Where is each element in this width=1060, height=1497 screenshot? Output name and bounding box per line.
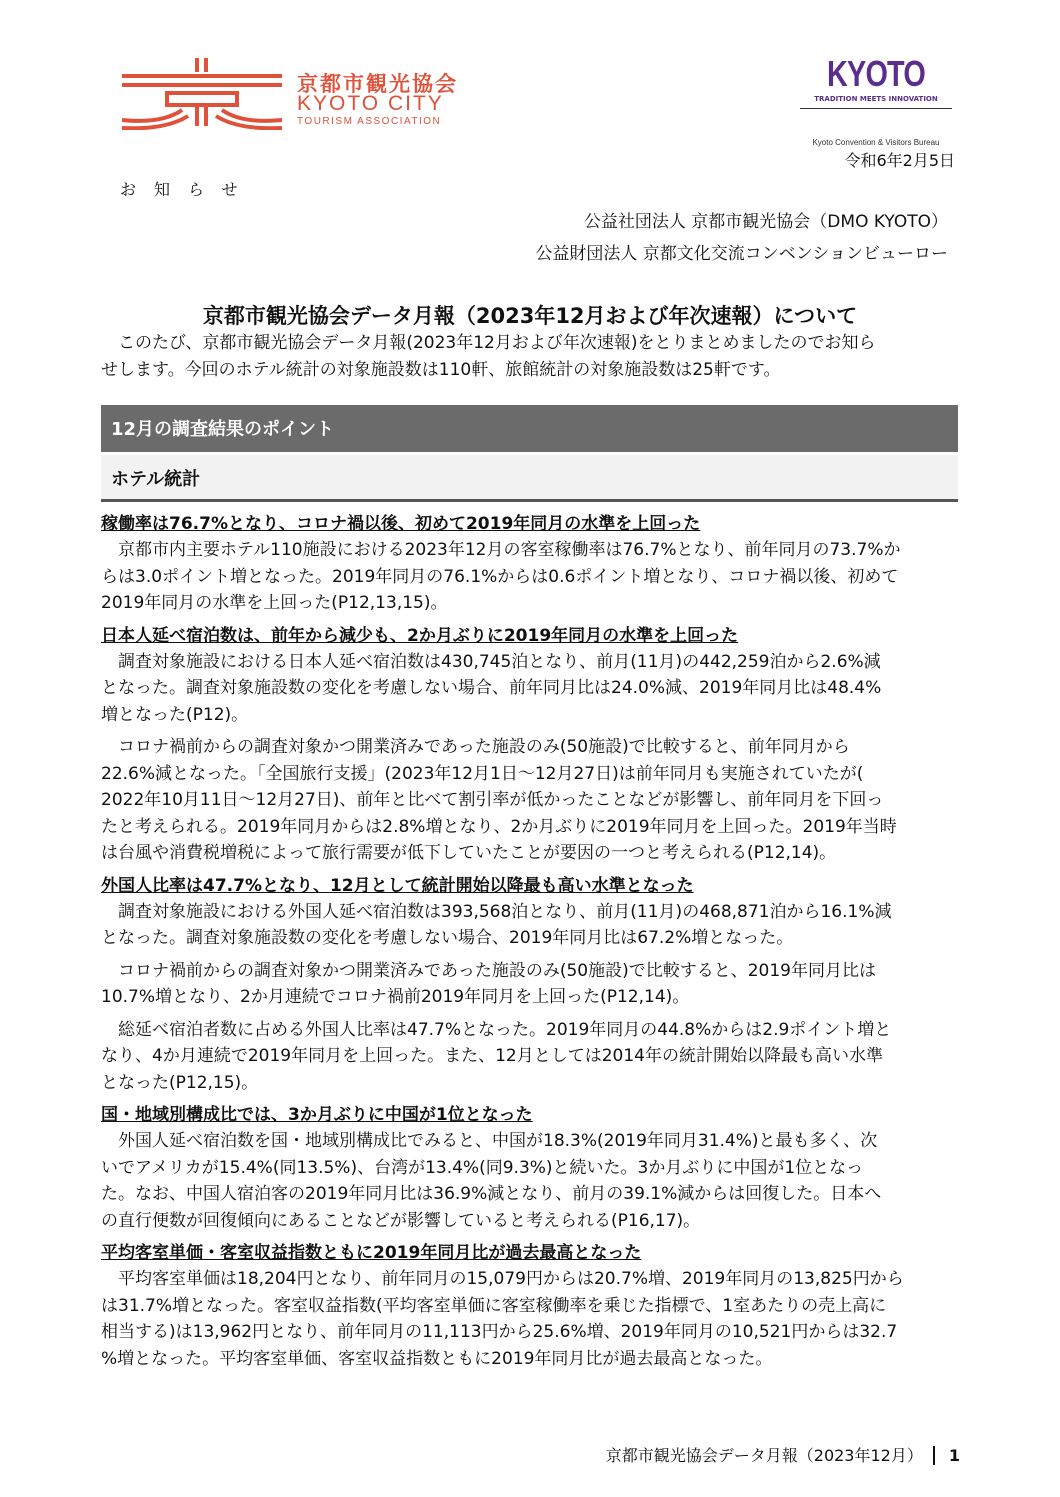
paragraph-line: 22.6%減となった。「全国旅行支援」(2023年12月1日～12月27日)は前年同月も実施されていたが( [101,763,864,784]
paragraph-line: た。なお、中国人宿泊客の2019年同月比は36.9%減となり、前月の39.1%減からは回復した。日本へ [101,1184,882,1204]
footer [606,1443,960,1466]
logo-en-text: KYOTO CITY [297,92,444,115]
paragraph [101,958,961,1011]
paragraph-line: たと考えられる。2019年同月からは2.8%増となり、2か月ぶりに2019年同月を上回った。2019年当時 [101,816,897,837]
divider [800,108,952,136]
document-title: 京都市観光協会データ月報（2023年12月および年次速報）について [202,304,858,328]
paragraph-line: は31.7%増となった。客室収益指数(平均客室単価に客室稼働率を乗じた指標で、1室あたりの売上高に [101,1295,887,1316]
section-heading: 平均客室単価・客室収益指数ともに2019年同月比が過去最高となった [101,1243,642,1263]
issuer-1: 公益社団法人 京都市観光協会（DMO KYOTO） [583,212,948,232]
section [101,1240,961,1372]
paragraph-line: 増となった(P12)。 [101,704,249,725]
paragraph [101,1017,961,1097]
section [101,1102,961,1234]
kyo-mark-icon [122,58,282,130]
kyoto-mark: KYOTO [827,53,925,94]
page-number: 1 [933,1446,960,1465]
paragraph [101,1128,961,1234]
section [101,873,961,1097]
paragraph-line: 京都市内主要ホテル110施設における2023年12月の客室稼働率は76.7%となり、前年同月の73.7%か [101,540,901,560]
section [101,511,961,617]
subsection-bar: ホテル統計 [101,455,958,502]
paragraph-line: 相当する)は13,962円となり、前年同月の11,113円から25.6%増、2019年同月の10,521円からは32.7 [101,1322,898,1342]
kyoto-city-tourism-association-logo [122,58,472,130]
paragraph-line: の直行便数が回復傾向にあることなどが影響していると考えられる(P16,17)。 [101,1210,701,1231]
section-heading: 外国人比率は47.7%となり、12月として統計開始以降最も高い水準となった [101,875,694,896]
section-heading: 日本人延べ宿泊数は、前年から減少も、2か月ぶりに2019年同月の水準を上回った [101,625,739,646]
paragraph-line: 2022年10月11日～12月27日)、前年と比べて割引率が低かったことなどが影響し、前年同月を下回っ [101,790,884,810]
section [101,623,961,867]
intro-paragraph [101,330,875,383]
section-bar: 12月の調査結果のポイント [101,405,958,452]
paragraph-line: 10.7%増となり、2か月連続でコロナ禍前2019年同月を上回った(P12,14)。 [101,987,690,1007]
logo-jp-text: 京都市観光協会 [297,72,458,96]
section-heading: 国・地域別構成比では、3か月ぶりに中国が1位となった [101,1105,533,1125]
paragraph-line: 総延べ宿泊者数に占める外国人比率は47.7%となった。2019年同月の44.8%からは2.9ポイント増と [101,1019,892,1040]
paragraph [101,649,961,729]
issue-date: 令和6年2月5日 [844,151,955,170]
kyoto-cvb-logo [796,53,956,147]
footer-label: 京都市観光協会データ月報（2023年12月） [605,1446,923,1465]
paragraph-line: いでアメリカが15.4%(同13.5%)、台湾が13.4%(同9.3%)と続いた。3か月ぶりに中国が1位となっ [101,1157,864,1178]
paragraph [101,899,961,952]
paragraph-line: らは3.0ポイント増となった。2019年同月の76.1%からは0.6ポイント増となり、コロナ禍以後、初めて [101,566,899,587]
paragraph [101,1266,961,1372]
sections [101,511,961,1378]
issuer-2: 公益財団法人 京都文化交流コンベンションビューロー [535,244,948,264]
paragraph-line: なり、4か月連続で2019年同月を上回った。また、12月としては2014年の統計開始以降最も高い水準 [101,1046,883,1066]
notice-label: お知らせ [120,180,256,199]
logo-sub-text: TOURISM ASSOCIATION [297,116,442,127]
paragraph-line: %増となった。平均客室単価、客室収益指数ともに2019年同月比が過去最高となった。 [101,1348,773,1369]
paragraph-line: コロナ禍前からの調査対象かつ開業済みであった施設のみ(50施設)で比較すると、2019年同月比は [101,960,876,981]
cvb-name: Kyoto Convention & Visitors Bureau [812,137,940,147]
paragraph [101,734,961,867]
intro-line: せします。今回のホテル統計の対象施設数は110軒、旅館統計の対象施設数は25軒です。 [101,359,781,380]
paragraph-line: となった。調査対象施設数の変化を考慮しない場合、前年同月比は24.0%減、2019年同月比は48.4% [101,678,882,698]
intro-line: このたび、京都市観光協会データ月報(2023年12月および年次速報)をとりまとめましたのでお知ら [101,333,876,353]
paragraph-line: 外国人延べ宿泊数を国・地域別構成比でみると、中国が18.3%(2019年同月31.4%)と最も多く、次 [101,1131,878,1151]
paragraph-line: 平均客室単価は18,204円となり、前年同月の15,079円からは20.7%増、2019年同月の13,825円から [101,1269,904,1289]
paragraph-line: となった(P12,15)。 [101,1072,259,1093]
paragraph [101,537,961,617]
paragraph-line: は台風や消費税増税によって旅行需要が低下していたことが要因の一つと考えられる(P12,14)。 [101,843,837,863]
section-heading: 稼働率は76.7%となり、コロナ禍以後、初めて2019年同月の水準を上回った [101,514,701,534]
paragraph-line: となった。調査対象施設数の変化を考慮しない場合、2019年同月比は67.2%増となった。 [101,928,794,948]
paragraph-line: 調査対象施設における外国人延べ宿泊数は393,568泊となり、前月(11月)の468,871泊から16.1%減 [101,901,892,922]
paragraph-line: 調査対象施設における日本人延べ宿泊数は430,745泊となり、前月(11月)の442,259泊から2.6%減 [101,651,881,672]
kyoto-tagline: TRADITION MEETS INNOVATION [814,95,938,103]
paragraph-line: 2019年同月の水準を上回った(P12,13,15)。 [101,593,448,613]
paragraph-line: コロナ禍前からの調査対象かつ開業済みであった施設のみ(50施設)で比較すると、前年同月から [101,737,850,757]
